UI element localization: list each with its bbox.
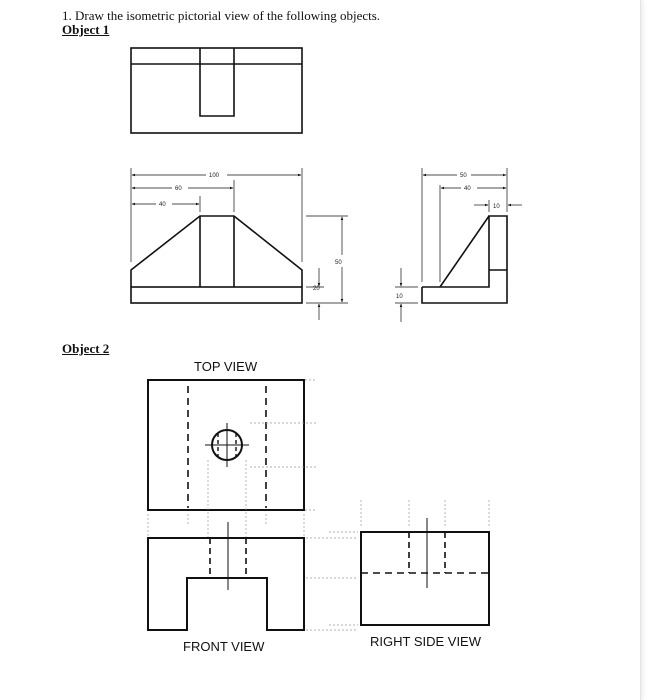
dim-inner-width: 40 xyxy=(159,202,166,208)
object1-side-view xyxy=(422,216,507,303)
front-view-label: FRONT VIEW xyxy=(183,639,265,654)
object2-right-side-view xyxy=(329,500,489,625)
dim-base-height: 20 xyxy=(313,286,320,292)
right-side-view-label: RIGHT SIDE VIEW xyxy=(370,634,481,649)
object1-top-view xyxy=(131,48,302,133)
object1-heading: Object 1 xyxy=(62,22,110,37)
top-view-label: TOP VIEW xyxy=(194,359,258,374)
dim-overall-width: 100 xyxy=(209,173,220,179)
object2-front-view xyxy=(148,522,356,630)
object1-side-dimensions xyxy=(395,168,522,322)
object2-top-view xyxy=(148,380,316,540)
dim-side-thickness: 10 xyxy=(493,204,500,210)
dim-side-base: 10 xyxy=(396,294,403,300)
dim-side-depth: 50 xyxy=(460,173,467,179)
object2-heading: Object 2 xyxy=(62,341,110,356)
dim-slope-width: 60 xyxy=(175,186,182,192)
dim-side-inner: 40 xyxy=(464,186,471,192)
dim-height: 50 xyxy=(335,260,342,266)
object1-front-view xyxy=(131,216,302,303)
question-text: 1. Draw the isometric pictorial view of the following objects. xyxy=(62,8,381,23)
